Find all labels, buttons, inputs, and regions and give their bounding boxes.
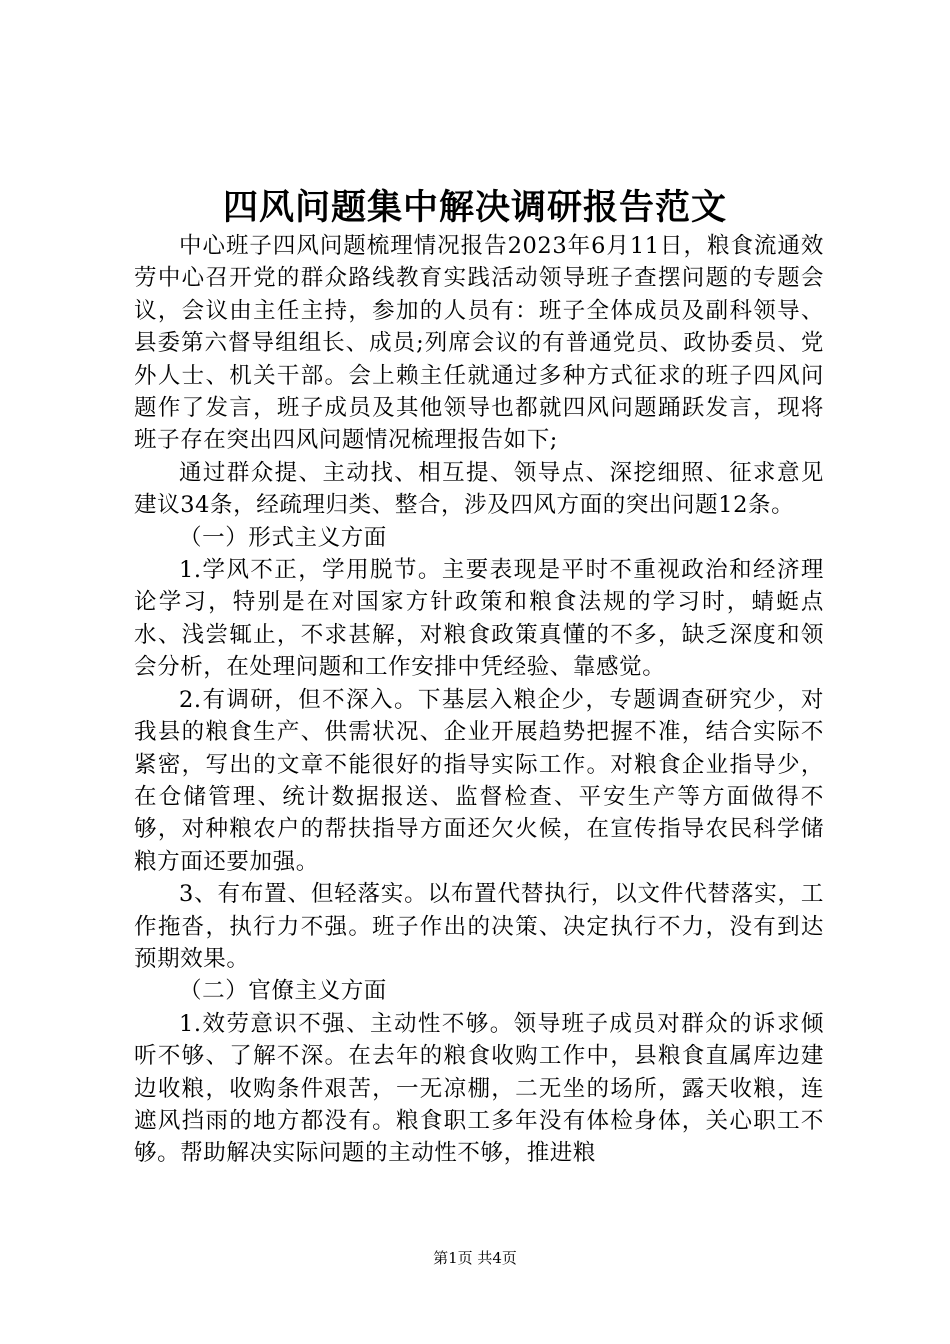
- paragraph-item-3: 3、有布置、但轻落实。以布置代替执行，以文件代替落实，工作拖沓，执行力不强。班子作出的决策、决定执行不力，没有到达预期效果。: [134, 881, 824, 972]
- page-footer: 第1页 共4页: [433, 1249, 517, 1267]
- section-heading-formalism: （一）形式主义方面: [179, 524, 387, 551]
- document-title: 四风问题集中解决调研报告范文: [222, 187, 727, 228]
- paragraph-item-2: 2.有调研，但不深入。下基层入粮企少，专题调查研究少，对我县的粮食生产、供需状况、企业开展趋势把握不准，结合实际不紧密，写出的文章不能很好的指导实际工作。对粮食企业指导少，在仓储管理、统计数据报送、监督检查、平安生产等方面做得不够，对种粮农户的帮扶指导方面还欠火候，在宣传指导农民科学储粮方面还要加强。: [134, 686, 824, 875]
- paragraph-item-4: 1.效劳意识不强、主动性不够。领导班子成员对群众的诉求倾听不够、了解不深。在去年的粮食收购工作中，县粮食直属库边建边收粮，收购条件艰苦，一无凉棚，二无坐的场所，露天收粮，连遮风挡雨的地方都没有。粮食职工多年没有体检身体，关心职工不够。帮助解决实际问题的主动性不够，推进粮: [134, 1010, 824, 1167]
- document-body: [134, 230, 824, 1170]
- paragraph-summary: 通过群众提、主动找、相互提、领导点、深挖细照、征求意见建议34条，经疏理归类、整合，涉及四风方面的突出问题12条。: [134, 459, 824, 519]
- section-heading-bureaucratism: （二）官僚主义方面: [179, 978, 387, 1005]
- paragraph-item-1: 1.学风不正，学用脱节。主要表现是平时不重视政治和经济理论学习，特别是在对国家方针政策和粮食法规的学习时，蜻蜓点水、浅尝辄止，不求甚解，对粮食政策真懂的不多，缺乏深度和领会分析，在处理问题和工作安排中凭经验、靠感觉。: [134, 557, 824, 681]
- paragraph-intro: 中心班子四风问题梳理情况报告2023年6月11日，粮食流通效劳中心召开党的群众路线教育实践活动领导班子查摆问题的专题会议，会议由主任主持，参加的人员有：班子全体成员及副科领导、县委第六督导组组长、成员;列席会议的有普通党员、政协委员、党外人士、机关干部。会上赖主任就通过多种方式征求的班子四风问题作了发言，班子成员及其他领导也都就四风问题踊跃发言，现将班子存在突出四风问题情况梳理报告如下;: [134, 233, 824, 454]
